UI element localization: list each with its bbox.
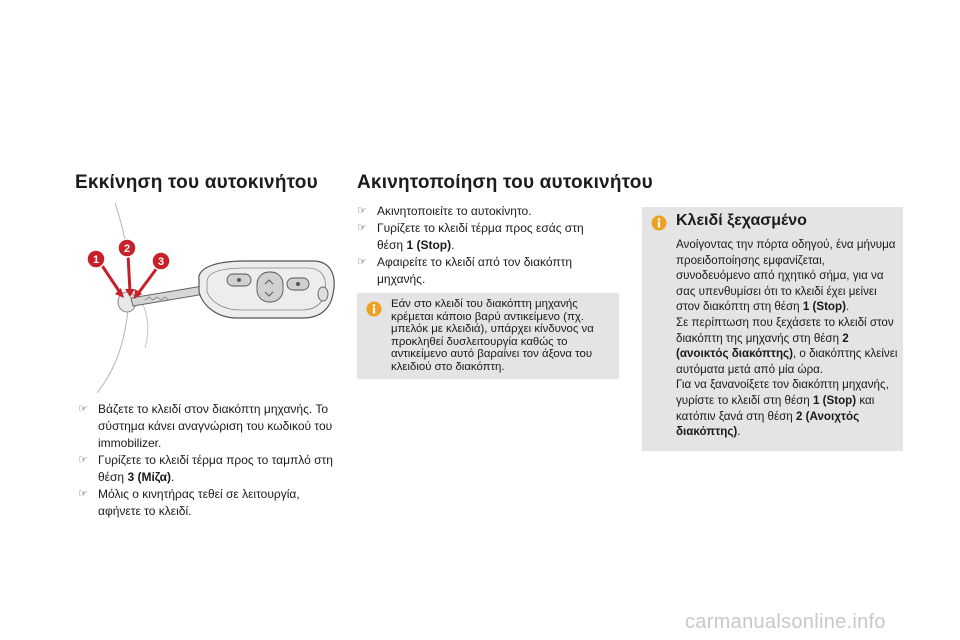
list-item: ☞ Γυρίζετε το κλειδί τέρμα προς εσάς στη θέση 1 (Stop). — [357, 221, 584, 252]
callout-1 — [87, 250, 105, 268]
list-item: ☞ Βάζετε το κλειδί στον διακόπτη μηχανής. Το σύστημα κάνει αναγνώριση του κωδικού του immobilizer. — [78, 402, 333, 450]
info-warning-icon — [366, 301, 382, 317]
paragraph: Για να ξανανοίξετε τον διακόπτη μηχανής, γυρίστε το κλειδί στη θέση 1 (Stop) και κατόπιν ξανά στη θέση 2 (Ανοιχτός διακόπτης). — [676, 378, 889, 439]
callout-3 — [152, 252, 170, 270]
pointing-hand-icon: ☞ — [78, 454, 88, 466]
arrow-1 — [101, 264, 121, 294]
section-title-stop: Ακινητοποίηση του αυτοκινήτου — [357, 172, 653, 193]
arrow-2 — [128, 254, 130, 292]
forgotten-key-box — [642, 207, 903, 451]
paragraph: Σε περίπτωση που ξεχάσετε το κλειδί στον διακόπτη της μηχανής στη θέση 2 (ανοικτός διακόπτης), ο διακόπτης κλείνει αυτόματα μετά από μία ώρα. — [676, 315, 898, 376]
svg-text:3: 3 — [157, 256, 165, 268]
heavy-object-warning-box — [357, 293, 619, 379]
list-item: ☞ Μόλις ο κινητήρας τεθεί σε λειτουργία, αφήνετε το κλειδί. — [78, 487, 300, 518]
watermark: carmanualsonline.info — [685, 611, 886, 633]
info-warning-icon — [651, 215, 667, 231]
warning-text: Εάν στο κλειδί του διακόπτη μηχανής κρέμεται κάποιο βαρύ αντικείμενο (πχ. μπελόκ με κλειδιά), υπάρχει κίνδυνος να προκληθεί δυσλειτουργία καθώς το αντικείμενο αυτό βαραίνει τον άξονα του κλειδιού στο διακόπτη. — [391, 298, 594, 373]
svg-text:1: 1 — [92, 254, 100, 266]
list-item: ☞ Αφαιρείτε το κλειδί από τον διακόπτη μηχανής. — [357, 255, 573, 286]
arrow-3 — [137, 268, 157, 295]
list-item: ☞ Γυρίζετε το κλειδί τέρμα προς το ταμπλό στη θέση 3 (Μίζα). — [78, 453, 333, 484]
paragraph: Ανοίγοντας την πόρτα οδηγού, ένα μήνυμα προειδοποίησης εμφανίζεται, συνοδευόμενο από ηχητικό σήμα, για να σας υπενθυμίσει ότι το κλειδί έχει μείνει στον διακόπτη στη θέση 1 (Stop). — [676, 238, 896, 314]
ignition-key-illustration — [75, 198, 345, 398]
pointing-hand-icon: ☞ — [78, 488, 88, 500]
pointing-hand-icon: ☞ — [78, 403, 88, 415]
list-item: ☞ Ακινητοποιείτε το αυτοκίνητο. — [357, 204, 532, 218]
starting-steps-list — [78, 401, 340, 520]
svg-text:2: 2 — [123, 243, 131, 255]
forgotten-key-body — [676, 237, 900, 440]
section-title-start: Εκκίνηση του αυτοκινήτου — [75, 172, 318, 193]
pointing-hand-icon: ☞ — [357, 256, 367, 268]
forgotten-key-title: Κλειδί ξεχασμένο — [676, 212, 807, 229]
pointing-hand-icon: ☞ — [357, 205, 367, 217]
stopping-steps-list — [357, 203, 607, 288]
pointing-hand-icon: ☞ — [357, 222, 367, 234]
callout-2 — [118, 239, 136, 257]
